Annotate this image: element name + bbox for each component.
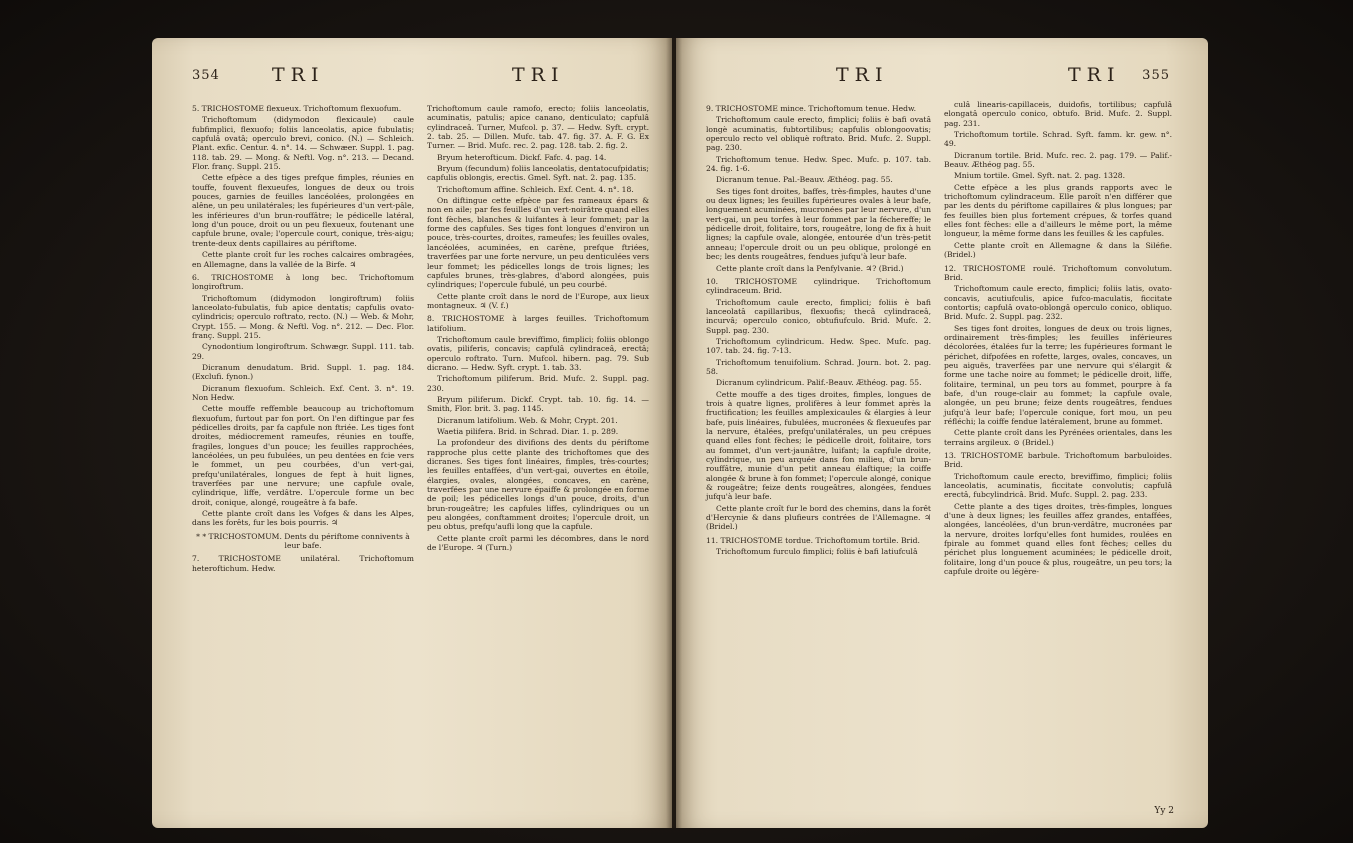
paragraph: Trichoftomum tortile. Schrad. Syft. famm. kr. gew. n°. 49. (944, 130, 1172, 149)
paragraph: Cette efpèce a les plus grands rapports avec le trichoftomum cylindraceum. Elle paroît n'en différer que par les dents du périftome capillaires & plus longues; par fes feuilles bien plus fortement crépues, & torfes quand elles font fèches: elle a d'ailleurs le même port, la même longueur, la même forme dans les feuilles & les capfules. (944, 182, 1172, 239)
paragraph: Cette plante croît dans les Vofges & dans les Alpes, dans les forêts, fur les bois pourris. ♃ (192, 509, 414, 528)
paragraph: Trichoftomum caule erecto, fimplici; foliis è bafi ovatâ longè acuminatis, fubtortilibus; capfulis oblongoovatis; operculo recto vel obliquè roftrato. Brid. Mufc. 2. Suppl. pag. 230. (706, 115, 931, 153)
paragraph: Cette plante a des tiges droites, très-fimples, longues d'une à deux lignes; les feuilles affez grandes, entaffées, alongées, lancéolées, d'un brun-verdâtre, mucronées par la nervure, droites lorfqu'elles font humides, roulées en fpirale au fommet quand elles font fèches; celles du périchet plus longuement acuminées; le pédicelle droit, folitaire, long d'un pouce & plus, rougeâtre, un peu tors; la capfule droite ou légère- (944, 501, 1172, 577)
left-column-1 (192, 100, 414, 575)
paragraph: Trichoftomum cylindricum. Hedw. Spec. Mufc. pag. 107. tab. 24. fig. 7-13. (706, 336, 931, 356)
paragraph: Bryum heterofticum. Dickf. Fafc. 4. pag. 14. (437, 152, 607, 162)
entry-heading: 12. TRICHOSTOME roulé. Trichoftomum convolutum. Brid. (944, 263, 1172, 282)
paragraph: culâ linearis-capillaceis, duidofis, tortilibus; capfulâ elongatâ operculo conico, obtufo. Brid. Mufc. 2. Suppl. pag. 231. (944, 100, 1172, 128)
paragraph: Cette plante croît dans les Pyrénées orientales, dans les terrains argileux. ⊙ (Bridel.) (944, 428, 1172, 447)
paragraph: Cette plante croît dans le nord de l'Europe, aux lieux montagneux. ♃ (V. f.) (427, 291, 649, 310)
paragraph: Dicranum tenue. Pal.-Beauv. Æthéog. pag. 55. (716, 175, 893, 185)
paragraph: Dicranum latifolium. Web. & Mohr, Crypt. 201. (437, 415, 618, 425)
paragraph: Mnium tortile. Gmel. Syft. nat. 2. pag. 1328. (954, 171, 1126, 181)
entry-heading: Trichoftomum caule ramofo, erecto; foliis lanceolatis, acuminatis, patulis; apice canano, denticulato; capfulâ cylindraceâ. Turner, Mufcol. p. 37. — Hedw. Syft. crypt. 2. tab. 25. — Dillen. Mufc. tab. 47. fig. 37. A. F. G. Ex Turner. — Brid. Mufc. rec. 2. pag. 128. tab. 2. fig. 2. (427, 104, 649, 151)
entry-heading: 8. TRICHOSTOME à larges feuilles. Trichoftomum latifolium. (427, 314, 649, 333)
signature-mark: Yy 2 (1154, 806, 1174, 816)
entry-heading: 13. TRICHOSTOME barbule. Trichoftomum barbuloides. Brid. (944, 451, 1172, 470)
paragraph: Waetia pilifera. Brid. in Schrad. Diar. 1. p. 289. (437, 427, 619, 436)
left-column-2 (427, 100, 649, 554)
entry-heading: * * TRICHOSTOMUM. Dents du périftome connivents à leur bafe. (196, 531, 410, 551)
paragraph: Trichoftomum affine. Schleich. Exf. Cent. 4. n°. 18. (437, 184, 634, 194)
paragraph: Cynodontium longiroftrum. Schwægr. Suppl. 111. tab. 29. (192, 342, 414, 361)
right-head-b: TRI (1068, 64, 1121, 86)
paragraph: Bryum piliferum. Dickf. Crypt. tab. 10. fig. 14. — Smith, Flor. brit. 3. pag. 1145. (427, 394, 649, 414)
left-head-a: TRI (272, 64, 325, 86)
paragraph: Trichoftomum caule breviffimo, fimplici; foliis oblongo ovatis, piliferis, concavis; capfulâ cylindraceâ, erectâ; operculo roftrato. Turn. Mufcol. hibern. pag. 79. Sub dicrano. — Hedw. Syft. crypt. 1. tab. 33. (427, 334, 649, 372)
left-head-b: TRI (512, 64, 565, 86)
paragraph: Trichoftomum furculo fimplici; foliis è bafi latiufculâ (716, 547, 918, 557)
paragraph: Cette efpèce a des tiges prefque fimples, réunies en touffe, fouvent flexueufes, longues de deux ou trois pouces, garnies de feuilles lancéolées, prolongées en alêne, un peu unilatérales; les fupérieures d'un vert-pâle, les inférieures d'un brun-rouffâtre; le pédicelle latéral, long d'un pouce, droit ou un peu flexueux, foutenant une capfule brune, ovale; l'opercule court, conique, très-aigu; trente-deux dents capillaires au périftome. (192, 173, 414, 248)
paragraph: Dicranum denudatum. Brid. Suppl. 1. pag. 184. (Exclufi. fynon.) (192, 362, 414, 382)
entry-heading: 7. TRICHOSTOME unilatéral. Trichoftomum heteroftichum. Hedw. (192, 554, 414, 573)
paragraph: Cette plante croît fur les roches calcaires ombragées, en Allemagne, dans la vallée de la Birfe. ♃ (192, 250, 414, 269)
paragraph: Cette plante croît en Allemagne & dans la Siléfie. (Bridel.) (944, 240, 1172, 260)
right-page (676, 38, 1208, 828)
entry-heading: 11. TRICHOSTOME tordue. Trichoftomum tortile. Brid. (706, 535, 920, 545)
paragraph: Trichoftomum caule erecto, fimplici; foliis latis, ovato-concavis, acutiufculis, apice fufco-maculatis, ficcitate contortis; capfulâ ovato-oblongâ operculo conico, obliquo. Brid. Mufc. 2. Suppl. pag. 232. (944, 284, 1172, 322)
paragraph: Dicranum tortile. Brid. Mufc. rec. 2. pag. 179. — Palif.-Beauv. Æthéog pag. 55. (944, 150, 1172, 170)
paragraph: Cette plante croît fur le bord des chemins, dans la forêt d'Hercynie & dans plufieurs contrées de l'Allemagne. ♃ (Bridel.) (706, 503, 931, 532)
left-page (152, 38, 672, 828)
paragraph: Ses tiges font droites, longues de deux ou trois lignes, ordinairement très-fimples; les feuilles inférieures décolorées, étalées fur la terre; les fupérieures formant le périchet, difpofées en rofette, larges, ovales, concaves, un peu aiguës, traverfées par une nervure qui s'élargit & forme une tache noire au fommet; le pédicelle droit, liffe, folitaire, terminal, un peu tors au fommet, pourpre à fa bafe, d'un rouge-clair au fommet; la capfule ovale, alongée, un peu brune; feize dents rougeâtres, fendues jufqu'à leur bafe; l'opercule conique, fort mou, un peu réfléchi; la coiffe fendue latéralement, brune au fommet. (944, 323, 1172, 426)
right-head-a: TRI (836, 64, 889, 86)
paragraph: Trichoftomum tenuifolium. Schrad. Journ. bot. 2. pag. 58. (706, 357, 931, 376)
paragraph: Trichoftomum caule erecto, fimplici; foliis è bafi lanceolatâ capillaribus, flexuofis; thecâ cylindraceâ, incurvâ; operculo conico, obtufiufculo. Brid. Mufc. 2. Suppl. pag. 230. (706, 297, 931, 335)
book-gutter (666, 38, 682, 828)
paragraph: Dicranum cylindricum. Palif.-Beauv. Æthéog. pag. 55. (716, 378, 922, 388)
paragraph: Trichoftomum piliferum. Brid. Mufc. 2. Suppl. pag. 230. (427, 374, 649, 393)
entry-heading: 9. TRICHOSTOME mince. Trichoftomum tenue. Hedw. (706, 104, 917, 113)
right-running-head (676, 64, 1208, 86)
paragraph: Cette plante croît dans la Penfylvanie. ♃? (Brid.) (716, 263, 904, 273)
entry-heading: 6. TRICHOSTOME à long bec. Trichoftomum longiroftrum. (192, 272, 414, 292)
paragraph: Bryum (fecundum) foliis lanceolatis, dentatocufpidatis; capfulis oblongis, erectis. Gmel. Syft. nat. 2. pag. 135. (427, 164, 649, 183)
paragraph: La profondeur des divifions des dents du périftome rapproche plus cette plante des trichoftomes que des dicranes. Ses tiges font linéaires, fimples, très-courtes; les feuilles entaffées, d'un vert-gai, ouvertes en étoile, élargies, ovales, alongées, concaves, en carène, traverfées par une nervure épaiffe & prolongée en forme de poil; les pédicelles longs d'un pouce, droits, d'un brun-rougeâtre; les capfules liffes, cylindriques ou un peu alongées, conftamment droites; l'opercule droit, un peu obtus, prefqu'aufli long que la capfule. (427, 438, 649, 532)
right-column-2 (944, 100, 1172, 579)
entry-heading: 10. TRICHOSTOME cylindrique. Trichoftomum cylindraceum. Brid. (706, 276, 931, 296)
paragraph: Trichoftomum tenue. Hedw. Spec. Mufc. p. 107. tab. 24. fig. 1-6. (706, 154, 931, 174)
paragraph: Dicranum flexuofum. Schleich. Exf. Cent. 3. n°. 19. Non Hedw. (192, 383, 414, 402)
paragraph: Trichoftomum (didymodon flexicaule) caule fubfimplici, flexuofo; foliis lanceolatis, apice fubulatis; capfulâ ovatâ; operculo brevi, conico. (N.) — Schleich. Plant. exfic. Centur. 4. n°. 14. — Schwæer. Suppl. 1. pag. 118. tab. 29. — Mong. & Neftl. Vog. n°. 213. — Decand. Flor. franç. Suppl. 215. (192, 115, 414, 172)
paragraph: Ses tiges font droites, baffes, très-fimples, hautes d'une ou deux lignes; les feuilles fupérieures ovales à leur bafe, longuement acuminées, mucronées par leur nervure, d'un vert-gai, un peu torfes à leur fommet par la féchereffe; le pédicelle droit, folitaire, tors, rougeâtre, long de fix à huit lignes; la capfule ovale, alongée, entourée d'un très-petit anneau; l'opercule droit ou un peu oblique, prolongé en bec; les dents rougeâtres, fendues jufqu'à leur bafe. (706, 186, 931, 262)
paragraph: Trichoftomum (didymodon longiroftrum) foliis lanceolato-fubulatis, fub apice dentatis; capfulis ovato-cylindricis; operculo roftrato, recto. (N.) — Web. & Mohr, Crypt. 155. — Mong. & Neftl. Vog. n°. 212. — Dec. Flor. franç. Suppl. 215. (192, 293, 414, 340)
left-page-number: 354 (192, 68, 220, 83)
paragraph: Cette plante croît parmi les décombres, dans le nord de l'Europe. ♃ (Turn.) (427, 533, 649, 553)
left-running-head (152, 64, 672, 86)
paragraph: Cette mouffe reffemble beaucoup au trichoftomum flexuofum, furtout par fon port. On l'en diftingue par fes pédicelles droits, par fa capfule non ftriée. Les tiges font droites, médiocrement rameufes, réunies en touffe, fragiles, longues d'un pouce; les feuilles rapprochées, lancéolées, un peu fubulées, un peu dentées en fcie vers le fommet, un peu courbées, d'un vert-gai, prefqu'unilatérales, longues de fept à huit lignes, traverfées par une nervure; une capfule ovale, cylindrique, liffe, verdâtre. L'opercule forme un bec droit, conique, alongé, rougeâtre à fa bafe. (192, 404, 414, 507)
right-page-number: 355 (1142, 68, 1170, 83)
paragraph: Trichoftomum caule erecto, breviffimo, fimplici; foliis lanceolatis, acuminatis, ficcitate convolutis; capfulâ erectâ, fubcylindricâ. Brid. Mufc. Suppl. 2. pag. 233. (944, 471, 1172, 500)
paragraph: Cette mouffe a des tiges droites, fimples, longues de trois à quatre lignes, prolifères à leur fommet après la fructification; les feuilles amplexicaules & élargies à leur bafe, puis linéaires, fubulées, mucronées & flexueufes par la nervure, étalées, prefqu'unilatérales, un peu crépues quand elles font fèches; le pédicelle droit, folitaire, tors au fommet, d'un vert-jaunâtre, luifant; la capfule droite, cylindrique, un peu arquée dans fon milieu, d'un brun-rouffâtre, munie d'un petit anneau élaftique; la coiffe alongée & brune à fon fommet; l'opercule alongé, conique & rougeâtre; feize dents rougeâtres, alongées, fendues jufqu'à leur bafe. (706, 389, 931, 502)
entry-heading: 5. TRICHOSTOME flexueux. Trichoftomum flexuofum. (192, 104, 402, 113)
paragraph: On diftingue cette efpèce par fes rameaux épars & non en aile; par fes feuilles d'un vert-noirâtre quand elles font fèches, blanches & luifantes à leur fommet; par la forme des capfules. Ses tiges font longues d'environ un pouce, très-courtes, droites, rameufes; les feuilles ovales, lancéolées, acuminées, en carène, prefque ftriées, traverfées par une forte nervure, un peu denticulées vers leur fommet; les pédicelles longs de trois lignes; les capfules brunes, très-glabres, d'abord alongées, puis cylindriques; l'opercule fubulé, un peu courbé. (427, 196, 649, 290)
right-column-1 (706, 100, 931, 558)
